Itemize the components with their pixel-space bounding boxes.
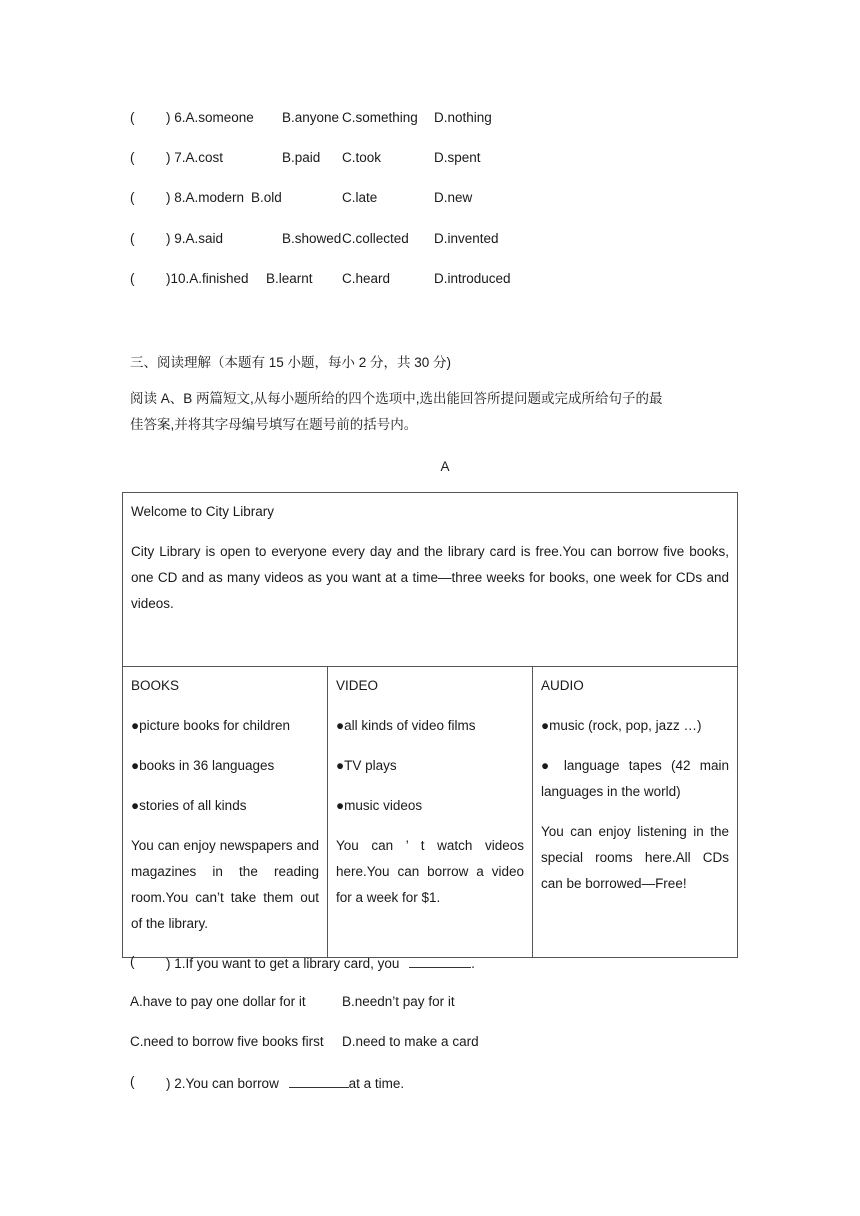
- video-heading: VIDEO: [336, 678, 379, 693]
- instructions-line-1: 阅读 A、B 两篇短文,从每小题所给的四个选项中,选出能回答所提问题或完成所给句子的最: [130, 391, 663, 406]
- option-c: C.took: [342, 150, 382, 165]
- option-c: C.late: [342, 190, 378, 205]
- paren: (: [130, 150, 135, 165]
- option-b: B.learnt: [266, 271, 313, 286]
- option-d: D.new: [434, 190, 473, 205]
- option-d: D.nothing: [434, 110, 492, 125]
- paren: (: [130, 954, 135, 969]
- paren: (: [130, 110, 135, 125]
- option-d: D.invented: [434, 231, 499, 246]
- instructions-line-2: 佳答案,并将其字母编号填写在题号前的括号内。: [130, 417, 418, 432]
- list-item: ●TV plays: [336, 758, 397, 773]
- option-d: D.need to make a card: [342, 1034, 479, 1049]
- audio-heading: AUDIO: [541, 678, 584, 693]
- list-item: ●stories of all kinds: [131, 798, 247, 813]
- option-a: A.have to pay one dollar for it: [130, 994, 306, 1009]
- video-cell: [328, 667, 533, 958]
- question-stem-text: ) 2.You can borrow: [166, 1076, 279, 1091]
- books-heading: BOOKS: [131, 678, 180, 693]
- library-title: Welcome to City Library: [131, 504, 275, 519]
- paren: (: [130, 231, 135, 246]
- option-b: B.showed: [282, 231, 342, 246]
- paren: (: [130, 190, 135, 205]
- option-b: B.old: [251, 190, 282, 205]
- question-stem-end: at a time.: [348, 1076, 405, 1091]
- option-d: D.spent: [434, 150, 481, 165]
- answer-blank: [409, 954, 471, 968]
- option-c: C.heard: [342, 271, 391, 286]
- list-item: ●picture books for children: [131, 718, 290, 733]
- books-note: You can enjoy newspapers and magazines in the reading room.You can’t take them out of the library.: [131, 838, 319, 931]
- audio-note: You can enjoy listening in the special rooms here.All CDs can be borrowed—Free!: [541, 824, 729, 891]
- list-item: ●music videos: [336, 798, 423, 813]
- instructions: [130, 386, 732, 438]
- video-note: You can ’ t watch videos here.You can borrow a video for a week for $1.: [336, 838, 524, 905]
- option-b: B.paid: [282, 150, 321, 165]
- paren: (: [130, 271, 135, 286]
- library-intro-cell: [123, 493, 738, 667]
- passage-label: A: [440, 459, 450, 474]
- section-title: 三、阅读理解（本题有 15 小题，每小 2 分，共 30 分): [130, 355, 452, 370]
- question-stem: [166, 954, 475, 971]
- option-b: B.anyone: [282, 110, 340, 125]
- option-c: C.collected: [342, 231, 409, 246]
- option-c: C.something: [342, 110, 418, 125]
- library-table: [122, 492, 738, 958]
- books-cell: [123, 667, 328, 958]
- question-stem-text: ) 1.If you want to get a library card, you: [166, 956, 400, 971]
- option-a: )10.A.finished: [166, 271, 249, 286]
- answer-blank: [289, 1074, 349, 1088]
- list-item: ●music (rock, pop, jazz …): [541, 718, 702, 733]
- list-item: ●all kinds of video films: [336, 718, 476, 733]
- list-item: ● language tapes (42 main languages in the world): [541, 758, 729, 799]
- question-stem: [166, 1074, 404, 1091]
- option-a: ) 6.A.someone: [166, 110, 254, 125]
- paren: (: [130, 1074, 135, 1089]
- option-b: B.needn’t pay for it: [342, 994, 455, 1009]
- option-a: ) 7.A.cost: [166, 150, 224, 165]
- option-a: ) 8.A.modern: [166, 190, 245, 205]
- option-d: D.introduced: [434, 271, 511, 286]
- option-c: C.need to borrow five books first: [130, 1034, 324, 1049]
- option-a: ) 9.A.said: [166, 231, 224, 246]
- audio-cell: [533, 667, 738, 958]
- question-stem-end: .: [471, 956, 475, 971]
- library-intro: City Library is open to everyone every day and the library card is free.You can borrow five books, one CD and as many videos as you want at a time—three weeks for books, one week for CDs and videos.: [131, 544, 729, 611]
- list-item: ●books in 36 languages: [131, 758, 275, 773]
